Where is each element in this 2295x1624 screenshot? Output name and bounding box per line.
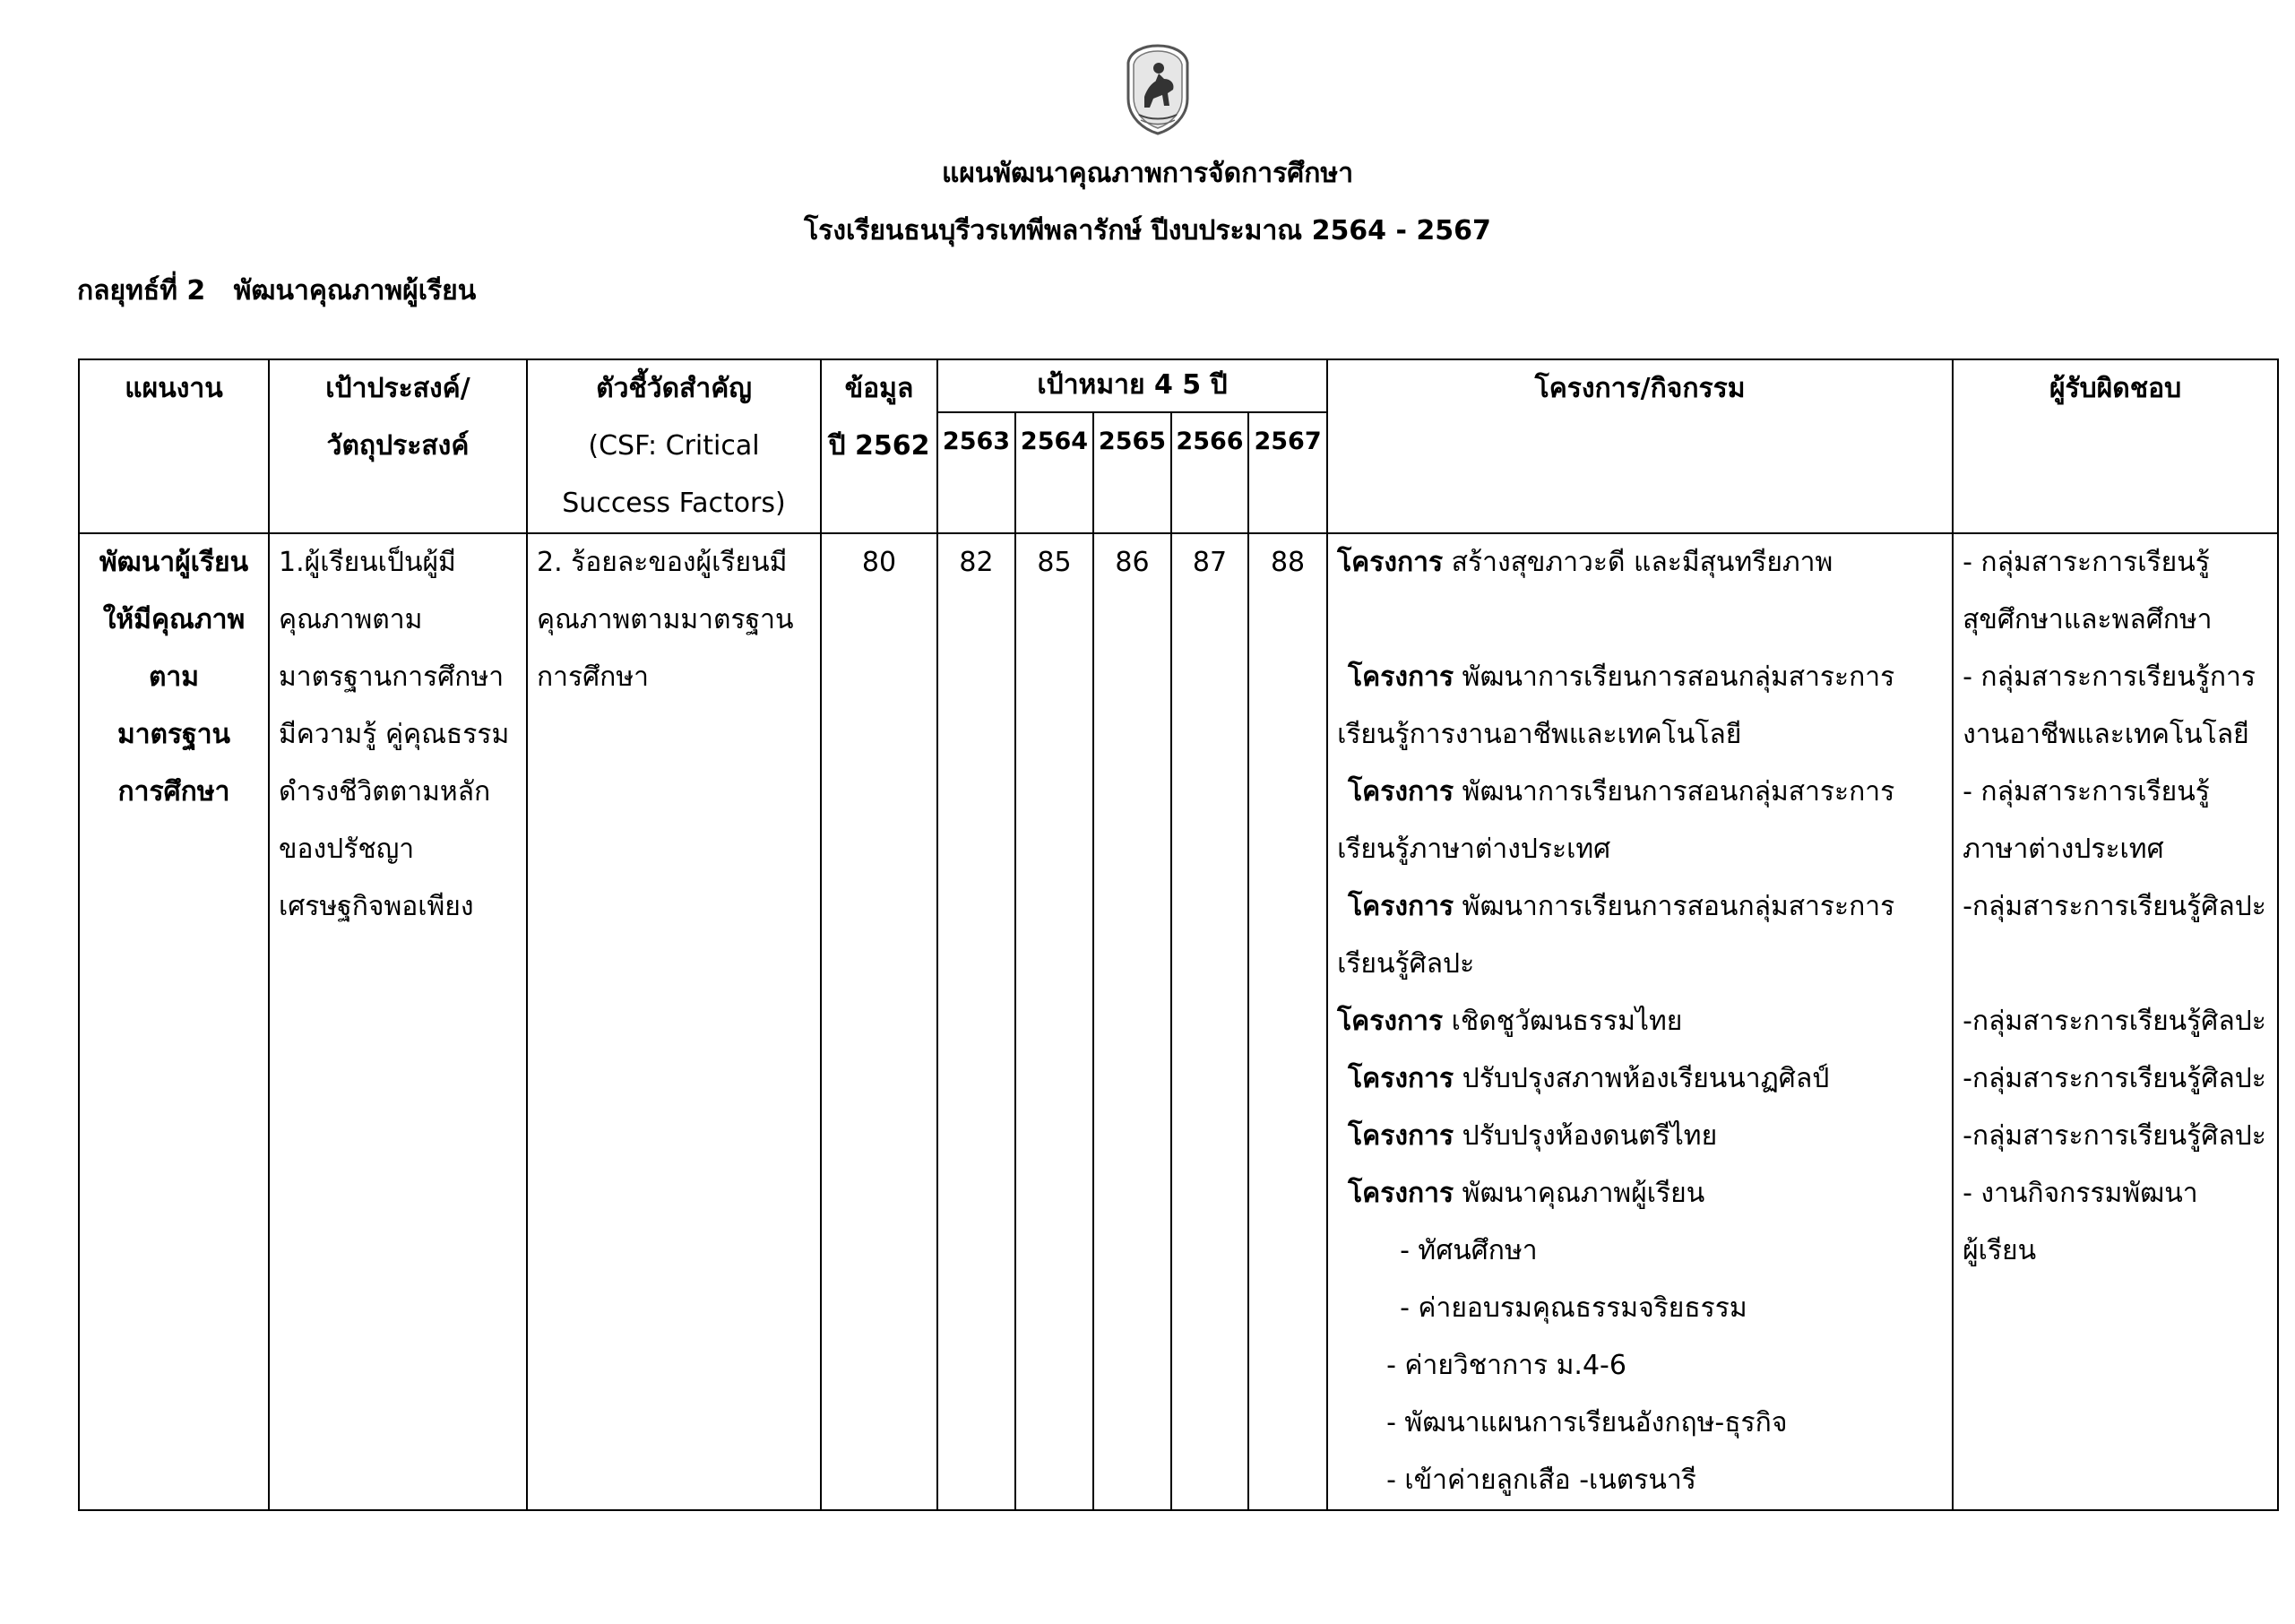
project-item: โครงการ พัฒนาการเรียนการสอนกลุ่มสาระการ [1348,776,1895,808]
project-item: โครงการ ปรับปรุงสภาพห้องเรียนนาฏศิลป์ [1348,1063,1830,1094]
header-target-group: เป้าหมาย 4 5 ปี [937,359,1327,412]
plan-table [78,358,2279,1511]
header-year-2566: 2566 [1171,412,1248,533]
header-baseline: ข้อมูล ปี 2562 [821,359,937,533]
responsible-line: สุขศึกษาและพลศึกษา [1963,604,2213,635]
target-2564-value: 85 [1015,533,1093,1510]
responsible-line: -กลุ่มสาระการเรียนรู้ศิลปะ [1963,891,2266,922]
responsible-line: - กลุ่มสาระการเรียนรู้การ [1963,661,2256,693]
header-year-2564: 2564 [1015,412,1093,533]
header-responsible: ผู้รับผิดชอบ [1953,359,2278,533]
project-item: โครงการ สร้างสุขภาวะดี และมีสุนทรียภาพ [1337,547,1833,578]
header-projects: โครงการ/กิจกรรม [1327,359,1953,533]
sub-activity: - ทัศนศึกษา [1400,1235,1538,1266]
document-title: แผนพัฒนาคุณภาพการจัดการศึกษา [941,158,1354,189]
header-year-2567: 2567 [1248,412,1327,533]
project-item: โครงการ พัฒนาคุณภาพผู้เรียน [1348,1178,1705,1209]
responsible-line: -กลุ่มสาระการเรียนรู้ศิลปะ [1963,1120,2266,1152]
responsible-line: - งานกิจกรรมพัฒนา [1963,1178,2198,1209]
responsible-line: - กลุ่มสาระการเรียนรู้ [1963,776,2210,808]
target-2566-value: 87 [1171,533,1248,1510]
responsible-line: งานอาชีพและเทคโนโลยี [1963,719,2249,750]
responsible-line: ผู้เรียน [1963,1235,2037,1266]
target-2563-value: 82 [937,533,1015,1510]
header-year-2563: 2563 [937,412,1015,533]
responsible-line: -กลุ่มสาระการเรียนรู้ศิลปะ [1963,1063,2266,1094]
projects-cell [1327,533,1953,1510]
sub-activity: - ค่ายอบรมคุณธรรมจริยธรรม [1400,1292,1747,1324]
baseline-value: 80 [821,533,937,1510]
header-objective: เป้าประสงค์/ วัตถุประสงค์ [269,359,527,533]
sub-activity: - ค่ายวิชาการ ม.4-6 [1386,1350,1626,1381]
header-year-2565: 2565 [1093,412,1171,533]
project-item-continued: เรียนรู้ภาษาต่างประเทศ [1337,834,1611,865]
document-subtitle: โรงเรียนธนบุรีวรเทพีพลารักษ์ ปีงบประมาณ 2564 - 2567 [804,215,1491,246]
sub-activity: - พัฒนาแผนการเรียนอังกฤษ-ธุรกิจ [1386,1407,1788,1438]
project-item: โครงการ พัฒนาการเรียนการสอนกลุ่มสาระการ [1348,661,1895,693]
plan-cell: พัฒนาผู้เรียน ให้มีคุณภาพ ตาม มาตรฐาน การศึกษา [79,533,269,1510]
project-item: โครงการ เชิดชูวัฒนธรรมไทย [1337,1006,1683,1037]
target-2565-value: 86 [1093,533,1171,1510]
project-item-continued: เรียนรู้การงานอาชีพและเทคโนโลยี [1337,719,1742,750]
responsible-line: ภาษาต่างประเทศ [1963,834,2164,865]
project-item-continued: เรียนรู้ศิลปะ [1337,948,1475,980]
indicator-cell: 2. ร้อยละของผู้เรียนมี คุณภาพตามมาตรฐาน การศึกษา [527,533,821,1510]
target-2567-value: 88 [1248,533,1327,1510]
project-item: โครงการ พัฒนาการเรียนการสอนกลุ่มสาระการ [1348,891,1895,922]
header-row [79,359,2278,412]
responsible-line: -กลุ่มสาระการเรียนรู้ศิลปะ [1963,1006,2266,1037]
school-emblem-icon [1123,43,1193,136]
project-item: โครงการ ปรับปรุงห้องดนตรีไทย [1348,1120,1718,1152]
header-plan: แผนงาน [79,359,269,533]
sub-activity: - เข้าค่ายลูกเสือ -เนตรนารี [1386,1464,1696,1496]
table-row [79,533,2278,1510]
responsible-line: - กลุ่มสาระการเรียนรู้ [1963,547,2210,578]
objective-cell: 1.ผู้เรียนเป็นผู้มี คุณภาพตาม มาตรฐานการศึกษา มีความรู้ คู่คุณธรรม ดำรงชีวิตตามหลัก ของปรัชญา เศรษฐกิจพอเพียง [269,533,527,1510]
strategy-heading: กลยุทธ์ที่ 2 พัฒนาคุณภาพผู้เรียน [77,275,477,307]
responsible-cell [1953,533,2278,1510]
header-indicator: ตัวชี้วัดสำคัญ (CSF: Critical Success Factors) [527,359,821,533]
